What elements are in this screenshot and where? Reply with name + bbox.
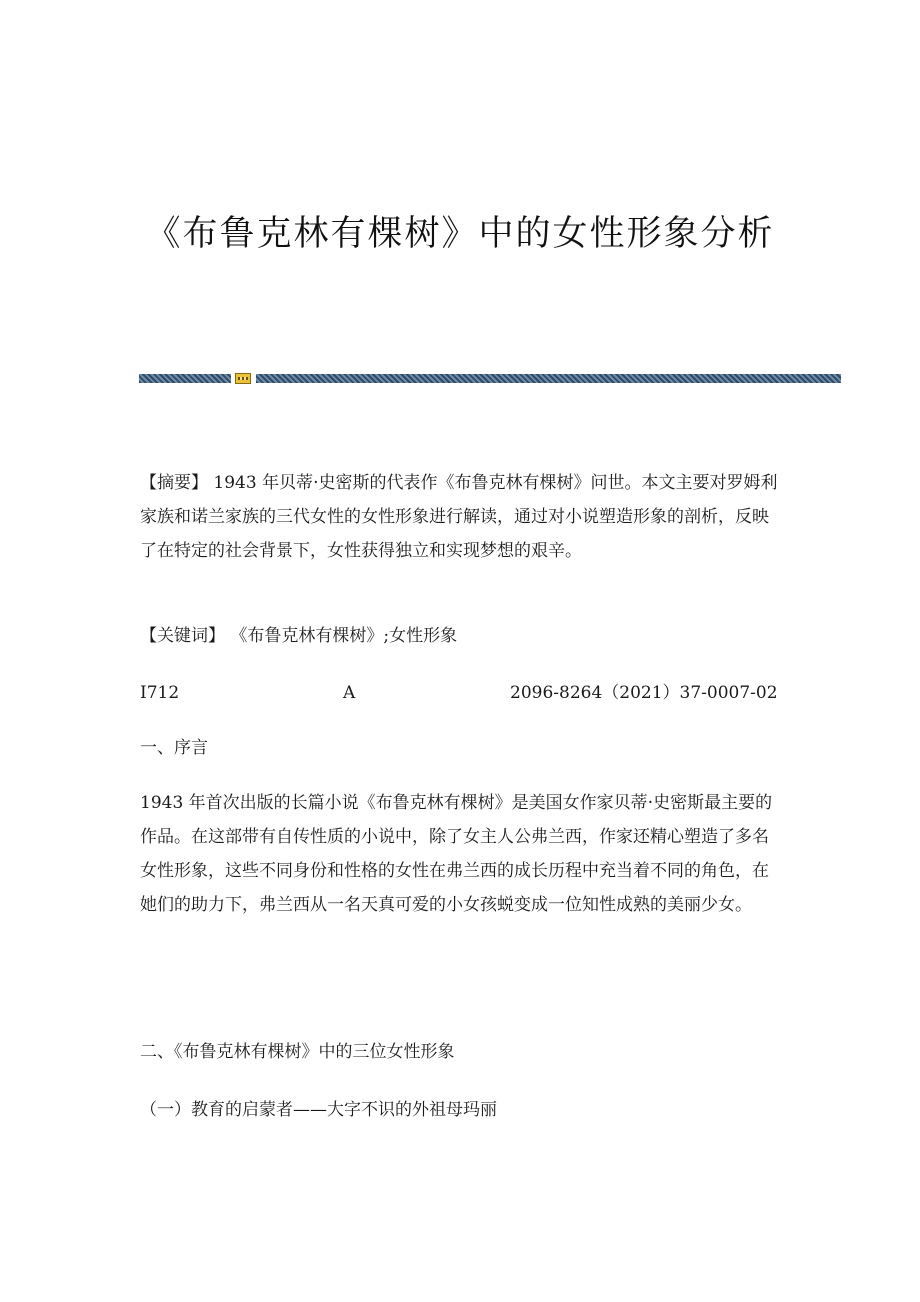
divider-bar-right — [256, 374, 841, 383]
divider-bar-left — [139, 374, 231, 383]
keywords-block — [140, 619, 780, 653]
section-2-heading: 二、《布鲁克林有棵树》中的三位女性形象 — [140, 1042, 455, 1062]
document-title: 《布鲁克林有棵树》中的女性形象分析 — [145, 214, 775, 254]
title-divider — [139, 374, 841, 383]
keywords-text: 《布鲁克林有棵树》;女性形象 — [230, 626, 458, 646]
divider-ornament-icon — [235, 373, 251, 384]
abstract-block — [140, 466, 780, 568]
keywords-paragraph — [140, 619, 780, 653]
abstract-text: 1943 年贝蒂·史密斯的代表作《布鲁克林有棵树》问世。本文主要对罗姆利家族和诺兰家族的三代女性的女性形象进行解读，通过对小说塑造形象的剖析，反映了在特定的社会背景下，女性获得独立和实现梦想的艰辛。 — [140, 473, 778, 561]
section-1-heading: 一、序言 — [140, 738, 208, 758]
article-id: 2096-8264（2021）37-0007-02 — [510, 683, 778, 703]
abstract-label: 【摘要】 — [140, 473, 208, 493]
document-meta-row — [140, 676, 780, 710]
keywords-label: 【关键词】 — [140, 626, 225, 646]
document-code: A — [343, 683, 356, 703]
abstract-paragraph — [140, 466, 780, 568]
classification-number: I712 — [140, 683, 180, 703]
section-1-paragraph: 1943 年首次出版的长篇小说《布鲁克林有棵树》是美国女作家贝蒂·史密斯最主要的作品。在这部带有自传性质的小说中，除了女主人公弗兰西，作家还精心塑造了多名女性形象，这些不同身份和性格的女性在弗兰西的成长历程中充当着不同的角色，在她们的助力下，弗兰西从一名天真可爱的小女孩蜕变成一位知性成熟的美丽少女。 — [140, 793, 773, 915]
section-2-subheading-1: （一）教育的启蒙者——大字不识的外祖母玛丽 — [140, 1100, 497, 1120]
